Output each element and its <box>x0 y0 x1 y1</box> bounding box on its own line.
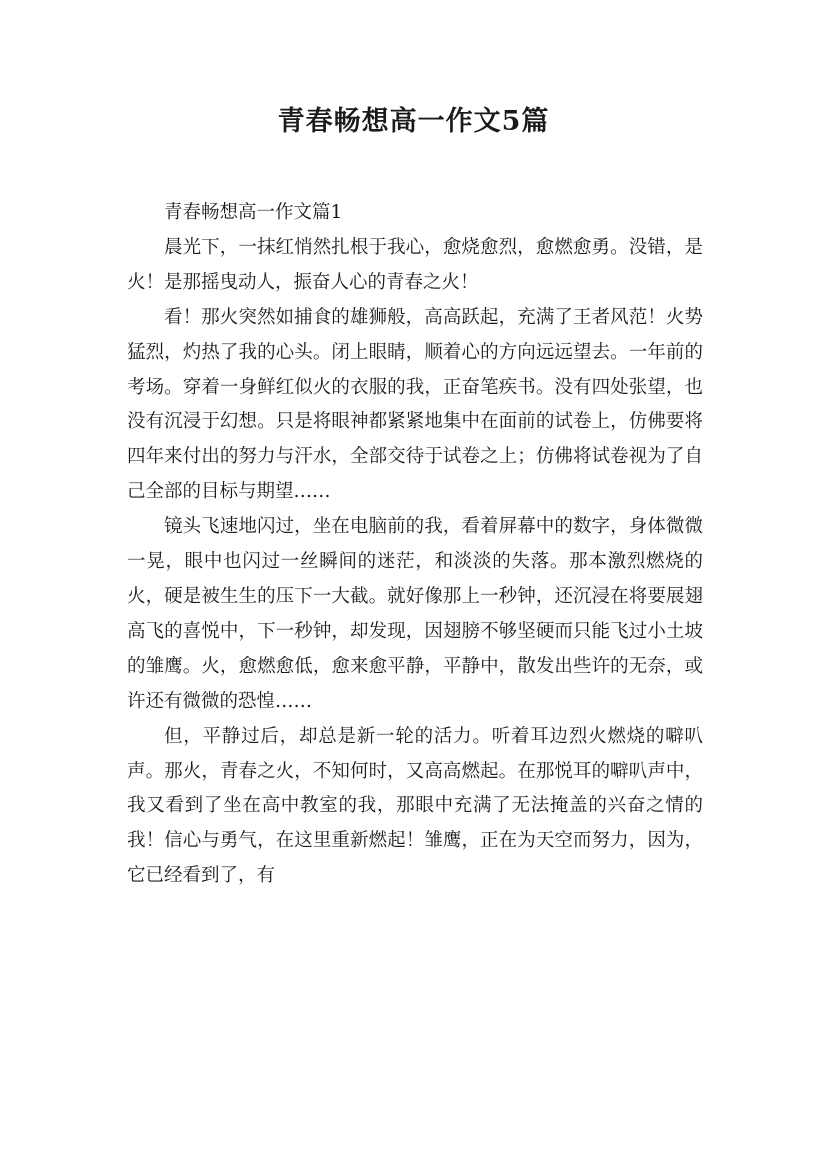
section-heading: 青春畅想高一作文篇1 <box>164 202 343 223</box>
document-body <box>127 196 703 894</box>
document-title: 青春畅想高一作文5篇 <box>277 106 550 137</box>
paragraph-4: 但，平静过后，却总是新一轮的活力。听着耳边烈火燃烧的噼叭声。那火，青春之火，不知何时，又高高燃起。在那悦耳的噼叭声中，我又看到了坐在高中教室的我，那眼中充满了无法掩盖的兴奋之情的我！信心与勇气，在这里重新燃起！雏鹰，正在为天空而努力，因为，它已经看到了，有 <box>127 725 703 887</box>
paragraph-3: 镜头飞速地闪过，坐在电脑前的我，看着屏幕中的数字，身体微微一晃，眼中也闪过一丝瞬间的迷茫，和淡淡的失落。那本激烈燃烧的火，硬是被生生的压下一大截。就好像那上一秒钟，还沉浸在将要展翅高飞的喜悦中，下一秒钟，却发现，因翅膀不够坚硬而只能飞过小土坡的雏鹰。火，愈燃愈低，愈来愈平静，平静中，散发出些许的无奈，或许还有微微的恐惶…… <box>127 516 703 712</box>
paragraph-2: 看！那火突然如捕食的雄狮般，高高跃起，充满了王者风范！火势猛烈，灼热了我的心头。闭上眼睛，顺着心的方向远远望去。一年前的考场。穿着一身鲜红似火的衣服的我，正奋笔疾书。没有四处张望，也没有沉浸于幻想。只是将眼神都紧紧地集中在面前的试卷上，仿佛要将四年来付出的努力与汗水，全部交待于试卷之上；仿佛将试卷视为了自己全部的目标与期望…… <box>127 306 703 503</box>
paragraph-1: 晨光下，一抹红悄然扎根于我心，愈烧愈烈，愈燃愈勇。没错，是火！是那摇曳动人，振奋人心的青春之火！ <box>127 236 703 293</box>
